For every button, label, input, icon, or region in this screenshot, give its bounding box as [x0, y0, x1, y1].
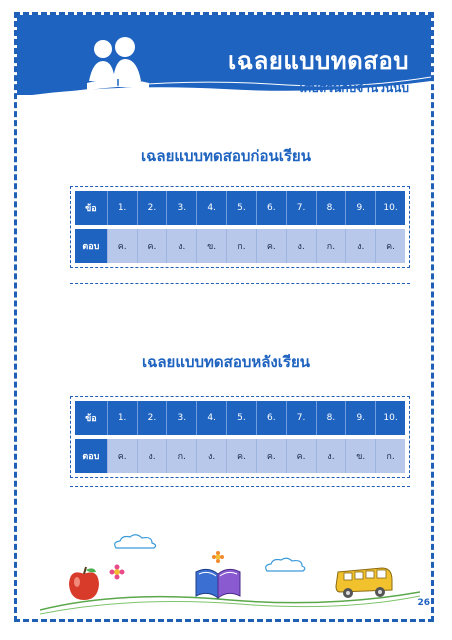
- page-title: เฉลยแบบทดสอบ: [228, 47, 409, 75]
- answer-cell: ง.: [167, 229, 197, 263]
- answer-label: ตอบ: [75, 439, 108, 473]
- question-number: 8.: [317, 191, 347, 225]
- posttest-title: เฉลยแบบทดสอบหลังเรียน: [142, 353, 310, 371]
- flower-icon: [108, 564, 126, 580]
- pretest-answer-row: [75, 229, 405, 263]
- question-number: 7.: [287, 401, 317, 435]
- question-number: 9.: [346, 401, 376, 435]
- question-number: 2.: [138, 401, 168, 435]
- answer-cell: ค.: [227, 439, 257, 473]
- page-number: 26: [417, 598, 430, 608]
- posttest-answer-table: [70, 396, 410, 478]
- cloud-icon: [110, 532, 160, 552]
- question-number: 6.: [257, 191, 287, 225]
- pretest-answer-table: [70, 186, 410, 268]
- answer-cell: ข.: [346, 439, 376, 473]
- answer-cell: ค.: [287, 439, 317, 473]
- question-number: 5.: [227, 191, 257, 225]
- question-number: 4.: [197, 191, 227, 225]
- header-banner: [17, 15, 431, 95]
- answer-cell: ค.: [108, 229, 138, 263]
- question-number: 10.: [376, 191, 405, 225]
- question-number: 7.: [287, 191, 317, 225]
- page-subtitle: เศษส่วนกับจำนวนนับ: [299, 81, 409, 95]
- question-number: 1.: [108, 401, 138, 435]
- question-number: 2.: [138, 191, 168, 225]
- question-number: 6.: [257, 401, 287, 435]
- answer-cell: ง.: [346, 229, 376, 263]
- question-number: 3.: [167, 191, 197, 225]
- answer-cell: ง.: [317, 439, 347, 473]
- posttest-question-row: [75, 401, 405, 435]
- answer-cell: ก.: [167, 439, 197, 473]
- answer-cell: ง.: [197, 439, 227, 473]
- apple-icon: [64, 564, 104, 604]
- answer-cell: ค.: [108, 439, 138, 473]
- question-number: 10.: [376, 401, 405, 435]
- question-label: ข้อ: [75, 191, 108, 225]
- pretest-question-row: [75, 191, 405, 225]
- posttest-answer-row: [75, 439, 405, 473]
- answer-cell: ค.: [138, 229, 168, 263]
- question-number: 5.: [227, 401, 257, 435]
- flower-icon: [212, 551, 224, 563]
- question-number: 8.: [317, 401, 347, 435]
- answer-cell: ข.: [197, 229, 227, 263]
- question-number: 9.: [346, 191, 376, 225]
- question-number: 4.: [197, 401, 227, 435]
- answer-cell: ค.: [257, 439, 287, 473]
- answer-cell: ก.: [317, 229, 347, 263]
- page-border: [14, 12, 434, 622]
- answer-cell: ก.: [227, 229, 257, 263]
- question-number: 1.: [108, 191, 138, 225]
- question-number: 3.: [167, 401, 197, 435]
- answer-cell: ง.: [287, 229, 317, 263]
- answer-label: ตอบ: [75, 229, 108, 263]
- section-divider: [70, 486, 410, 487]
- section-divider: [70, 283, 410, 284]
- book-icon: [192, 560, 244, 602]
- pretest-title: เฉลยแบบทดสอบก่อนเรียน: [141, 147, 311, 165]
- answer-cell: ค.: [376, 229, 405, 263]
- question-label: ข้อ: [75, 401, 108, 435]
- answer-cell: ง.: [138, 439, 168, 473]
- answer-cell: ก.: [376, 439, 405, 473]
- school-bus-icon: [334, 560, 396, 602]
- answer-cell: ค.: [257, 229, 287, 263]
